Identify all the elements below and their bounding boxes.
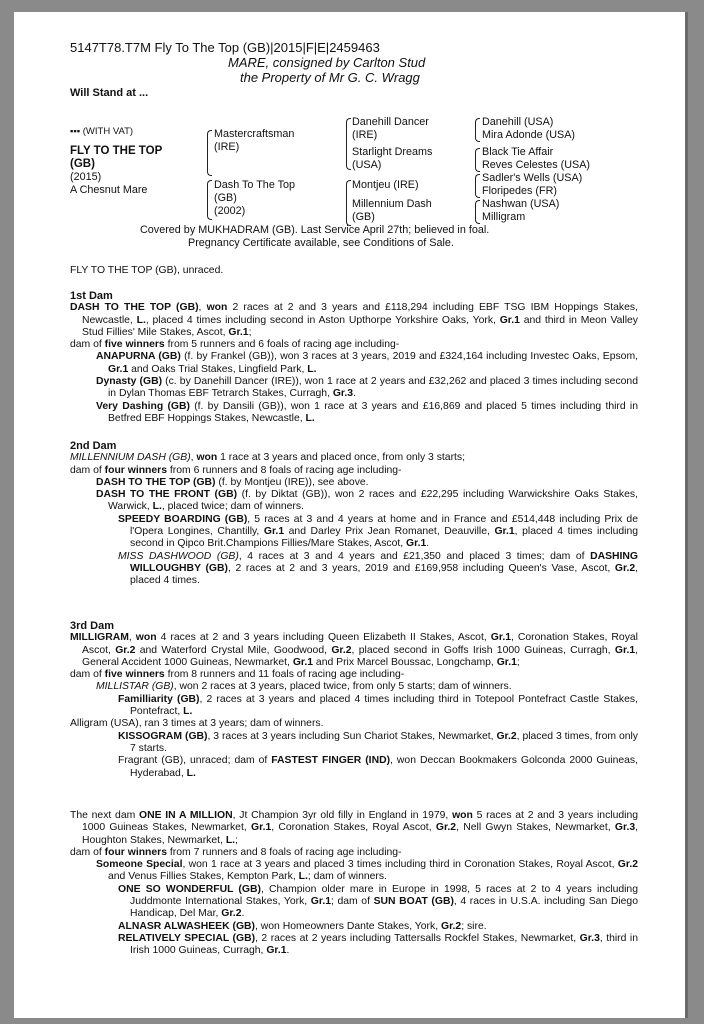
sire-dam: Starlight Dreams bbox=[352, 146, 433, 158]
grandparent-6: Floripedes (FR) bbox=[482, 185, 557, 197]
section-heading: 1st Dam bbox=[70, 290, 113, 302]
unraced-line: FLY TO THE TOP (GB), unraced. bbox=[70, 265, 224, 276]
produce-entry: DASH TO THE TOP (GB) (f. by Montjeu (IRE)), see above. bbox=[96, 476, 369, 488]
grandparent-1: Danehill (USA) bbox=[482, 116, 554, 128]
property-line: the Property of Mr G. C. Wragg bbox=[240, 70, 420, 85]
dam-paragraph: MILLIGRAM, won 4 races at 2 and 3 years including Queen Elizabeth II Stakes, Ascot, Gr.1, Coronation Stakes, Royal Ascot, Gr.2 and Waterford Crystal Mile, Goodwood, Gr.2, placed second in Goffs Irish 1000 Guineas, Curragh, Gr.1, General Accident 1000 Guineas, Newmarket, Gr.1 and Prix Marcel Boussac, Longchamp, Gr.1; bbox=[70, 632, 638, 668]
grandparent-2: Mira Adonde (USA) bbox=[482, 129, 576, 141]
sire-name: Mastercraftsman bbox=[214, 128, 295, 140]
produce-entry: MILLISTAR (GB), won 2 races at 3 years, placed twice, from only 5 starts; dam of winners. bbox=[96, 681, 512, 693]
pedigree-brace bbox=[346, 180, 351, 226]
produce-entry: Very Dashing (GB) (f. by Dansili (GB)), won 1 race at 3 years and £16,869 and placed 5 times including third in Betfred EBF Hoppings Stakes, Newcastle, L. bbox=[96, 400, 638, 424]
dam-paragraph: DASH TO THE TOP (GB), won 2 races at 2 and 3 years and £118,294 including EBF TSG IBM Hoppings Stakes, Newcastle, L., placed 4 times including second in Aston Upthorpe Yorkshire Oaks, York, Gr.1 and third in Meon Valley Stud Fillies' Mile Stakes, Ascot, Gr.1; bbox=[70, 302, 638, 338]
lot-line: 5147T78.T7M Fly To The Top (GB)|2015|F|E|2459463 bbox=[70, 40, 380, 55]
produce-entry: MISS DASHWOOD (GB), 4 races at 3 and 4 years and £21,350 and placed 3 times; dam of DASHING WILLOUGHBY (GB), 2 races at 2 and 3 years, 2019 and £169,958 including Queen's Vase, Ascot, Gr.2, placed 4 times. bbox=[118, 550, 638, 587]
pedigree-brace bbox=[207, 180, 212, 220]
third-dam-section bbox=[70, 620, 638, 780]
catalogue-page bbox=[14, 12, 688, 1018]
pedigree-brace bbox=[475, 118, 480, 142]
produce-summary: dam of four winners from 6 runners and 8 foals of racing age including- bbox=[70, 464, 402, 476]
produce-entry: Familliarity (GB), 2 races at 3 years and placed 4 times including third in Totepool Pontefract Castle Stakes, Pontefract, L. bbox=[118, 693, 638, 718]
produce-entry: Alligram (USA), ran 3 times at 3 years; dam of winners. bbox=[70, 718, 324, 730]
pedigree-brace bbox=[207, 130, 212, 176]
produce-entry: KISSOGRAM (GB), 3 races at 3 years including Sun Chariot Stakes, Newmarket, Gr.2, placed 3 times, from only 7 starts. bbox=[118, 730, 639, 754]
consigned-line: MARE, consigned by Carlton Stud bbox=[228, 55, 426, 70]
covered-note: Covered by MUKHADRAM (GB). Last Service April 27th; believed in foal. bbox=[140, 224, 490, 236]
grandparent-5: Sadler's Wells (USA) bbox=[482, 172, 583, 184]
produce-entry: RELATIVELY SPECIAL (GB), 2 races at 2 years including Tattersalls Rockfel Stakes, Newmarket, Gr.3, third in Irish 1000 Guineas, Curragh, Gr.1. bbox=[118, 932, 638, 957]
next-dam-section bbox=[70, 810, 638, 958]
produce-summary: dam of five winners from 5 runners and 6 foals of racing age including- bbox=[70, 339, 400, 351]
pedigree-brace bbox=[346, 118, 351, 170]
section-heading: 2nd Dam bbox=[70, 440, 117, 452]
dam-paragraph: The next dam ONE IN A MILLION, Jt Champion 3yr old filly in England in 1979, won 5 races at 2 and 3 years including 1000 Guineas Stakes, Newmarket, Gr.1, Coronation Stakes, Royal Ascot, Gr.2, Nell Gwyn Stakes, Newmarket, Gr.3, Houghton Stakes, Newmarket, L.; bbox=[70, 810, 639, 846]
horse-name: FLY TO THE TOP bbox=[70, 145, 163, 157]
vat-note: ▪▪▪ (WITH VAT) bbox=[70, 126, 134, 137]
grandparent-4: Reves Celestes (USA) bbox=[482, 159, 591, 171]
dam-dam: Millennium Dash bbox=[352, 198, 432, 210]
grandparent-3: Black Tie Affair bbox=[482, 146, 554, 158]
produce-entry: Fragrant (GB), unraced; dam of FASTEST FINGER (IND), won Deccan Bookmakers Golconda 2000 Guineas, Hyderabad, L. bbox=[118, 755, 638, 779]
dam-paragraph: MILLENNIUM DASH (GB), won 1 race at 3 years and placed once, from only 3 starts; bbox=[70, 452, 466, 464]
grandparent-7: Nashwan (USA) bbox=[482, 198, 560, 210]
sire-country: (IRE) bbox=[214, 141, 240, 153]
produce-entry: Dynasty (GB) (c. by Danehill Dancer (IRE)), won 1 race at 2 years and £32,262 and placed 3 times including second in Dylan Thomas EBF Tetrarch Stakes, Curragh, Gr.3. bbox=[96, 376, 638, 400]
produce-entry: ONE SO WONDERFUL (GB), Champion older mare in Europe in 1998, 5 races at 2 to 4 years including Juddmonte International Stakes, York, Gr.1; dam of SUN BOAT (GB), 4 races in U.S.A. including San Diego Handicap, Del Mar, Gr.2. bbox=[118, 883, 638, 920]
second-dam-section bbox=[70, 440, 638, 588]
sire-sire-country: (IRE) bbox=[352, 129, 378, 141]
will-stand-line: Will Stand at ... bbox=[70, 87, 149, 99]
produce-summary: dam of five winners from 8 runners and 11 foals of racing age including- bbox=[70, 669, 405, 681]
horse-year: (2015) bbox=[70, 171, 102, 183]
dam-dam-country: (GB) bbox=[352, 211, 375, 223]
section-heading: 3rd Dam bbox=[70, 620, 115, 632]
horse-country: (GB) bbox=[70, 158, 95, 170]
dam-name: Dash To The Top bbox=[214, 179, 296, 191]
dam-sire: Montjeu (IRE) bbox=[352, 179, 419, 191]
produce-entry: DASH TO THE FRONT (GB) (f. by Diktat (GB)), won 2 races and £22,295 including Warwickshire Oaks Stakes, Warwick, L., placed twice; dam of winners. bbox=[96, 489, 638, 513]
horse-description: A Chesnut Mare bbox=[70, 184, 148, 196]
dam-country: (GB) bbox=[214, 192, 237, 204]
pedigree-brace bbox=[475, 148, 480, 172]
sire-dam-country: (USA) bbox=[352, 159, 382, 171]
first-dam-section bbox=[70, 290, 638, 425]
pedigree-brace bbox=[475, 174, 480, 198]
pedigree-brace bbox=[475, 200, 480, 224]
produce-entry: SPEEDY BOARDING (GB), 5 races at 3 and 4 years at home and in France and £514,448 including Prix de l'Opera Longines, Chantilly, Gr.1 and Darley Prix Jean Romanet, Deauville, Gr.1, placed 4 times including second in Qipco Brit.Champions Fillies/Mare Stakes, Ascot, Gr.1. bbox=[118, 513, 639, 550]
dam-year: (2002) bbox=[214, 205, 246, 217]
grandparent-8: Milligram bbox=[482, 211, 526, 223]
produce-entry: Someone Special, won 1 race at 3 years and placed 3 times including third in Coronation Stakes, Royal Ascot, Gr.2 and Venus Fillies Stakes, Kempton Park, L.; dam of winners. bbox=[96, 859, 638, 883]
produce-entry: ANAPURNA (GB) (f. by Frankel (GB)), won 3 races at 3 years, 2019 and £324,164 including Investec Oaks, Epsom, Gr.1 and Oaks Trial Stakes, Lingfield Park, L. bbox=[96, 351, 638, 375]
produce-entry: ALNASR ALWASHEEK (GB), won Homeowners Dante Stakes, York, Gr.2; sire. bbox=[118, 920, 487, 932]
pregnancy-note: Pregnancy Certificate available, see Conditions of Sale. bbox=[188, 237, 454, 249]
sire-sire: Danehill Dancer bbox=[352, 116, 429, 128]
produce-summary: dam of four winners from 7 runners and 8 foals of racing age including- bbox=[70, 846, 402, 858]
